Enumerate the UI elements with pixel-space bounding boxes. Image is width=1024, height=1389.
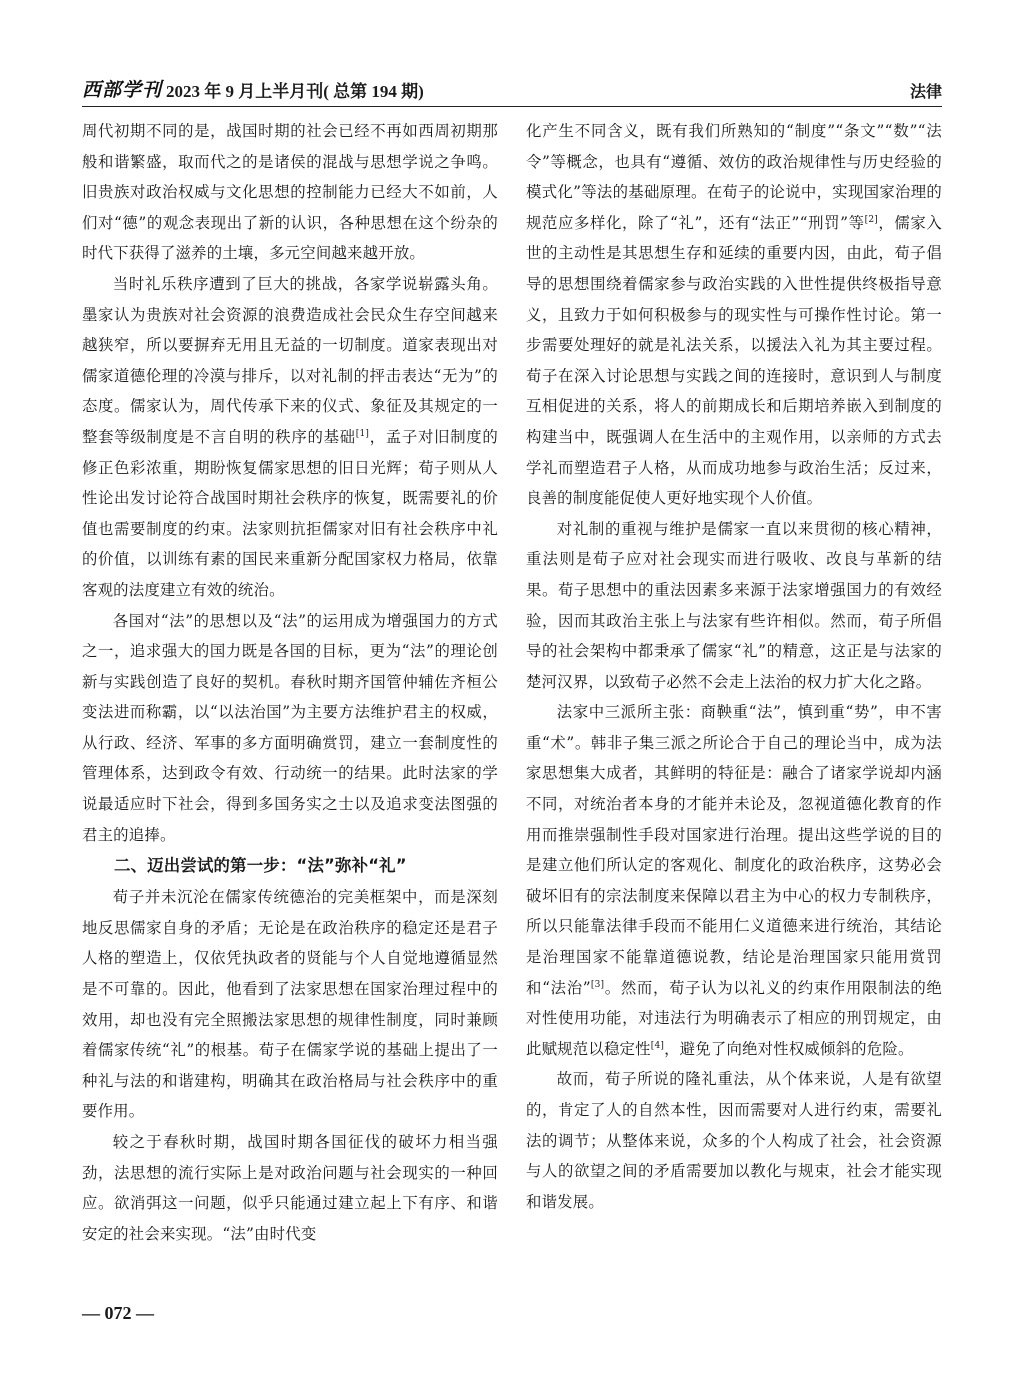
paragraph-text: 荀子并未沉沦在儒家传统德治的完美框架中，而是深刻地反思儒家自身的矛盾；无论是在政治秩序的稳定还是君子人格的塑造上，仅依凭执政者的贤能与个人自觉地遵循显然是不可靠的。因此，他看到了法家思想在国家治理过程中的效用，却也没有完全照搬法家思想的规律性制度，同时兼顾着儒家传统“礼”的根基。荀子在儒家学说的基础上提出了一种礼与法的和谐建构，明确其在政治格局与社会秩序中的重要作用。 (82, 888, 498, 1121)
paragraph (82, 269, 498, 606)
page-number: — 072 — (82, 1303, 154, 1323)
paragraph-text: 对礼制的重视与维护是儒家一直以来贯彻的核心精神，重法则是荀子应对社会现实而进行吸收、改良与革新的结果。荀子思想中的重法因素多来源于法家增强国力的有效经验，因而其政治主张上与法家有些许相似。然而，荀子所倡导的社会架构中都秉承了儒家“礼”的精意，这正是与法家的楚河汉界，以致荀子必然不会走上法治的权力扩大化之路。 (526, 519, 942, 691)
paragraph (82, 1127, 498, 1249)
right-column (526, 116, 942, 1301)
section-label: 法律 (909, 82, 942, 101)
issue-info: 2023 年 9 月上半月刊( 总第 194 期) (166, 82, 424, 101)
section-heading: 二、迈出尝试的第一步：“法”弥补“礼” (114, 856, 407, 876)
journal-logo: 西部学刊 (82, 79, 163, 101)
paragraph (526, 514, 942, 698)
paragraph-text: 较之于春秋时期，战国时期各国征伐的破坏力相当强劲，法思想的流行实际上是对政治问题与社会现实的一种回应。欲消弭这一问题，似乎只能通过建立起上下有序、和谐安定的社会来实现。“法”由时代变 (82, 1133, 498, 1243)
paragraph-text: ，孟子对旧制度的修正色彩浓重，期盼恢复儒家思想的旧日光辉；荀子则从人性论出发讨论符合战国时期社会秩序的恢复，既需要礼的价值也需要制度的约束。法家则抗拒儒家对旧有社会秩序中礼的价值，以训练有素的国民来重新分配国家权力格局，依靠客观的法度建立有效的统治。 (82, 427, 498, 599)
paragraph-text: 法家中三派所主张：商鞅重“法”，慎到重“势”，申不害重“术”。韩非子集三派之所论合于自己的理论当中，成为法家思想集大成者，其鲜明的特征是：融合了诸家学说却内涵不同，对统治者本身的才能并未论及，忽视道德化教育的作用而推崇强制性手段对国家进行治理。提出这些学说的目的是建立他们所认定的客观化、制度化的政治秩序，这势必会破坏旧有的宗法制度来保障以君主为中心的权力专制秩序，所以只能靠法律手段而不能用仁义道德来进行统治，其结论是治理国家不能靠道德说教，结论是治理国家只能用赏罚和“法治” (526, 703, 942, 997)
paragraph-text: 化产生不同含义，既有我们所熟知的“制度”“条文”“数”“法令”等概念，也具有“遵循、效仿的政治规律性与历史经验的模式化”等法的基础原理。在荀子的论说中，实现国家治理的规范应多样化，除了“礼”，还有“法正”“刑罚”等 (526, 122, 942, 232)
citation-ref: [1] (355, 428, 370, 439)
running-header (82, 72, 942, 107)
paragraph-text: ，避免了向绝对性权威倾斜的危险。 (664, 1039, 914, 1058)
paragraph (526, 1064, 942, 1217)
paragraph (526, 697, 942, 1064)
paragraph (82, 882, 498, 1127)
paragraph-text: 各国对“法”的思想以及“法”的运用成为增强国力的方式之一，追求强大的国力既是各国的目标，更为“法”的理论创新与实践创造了良好的契机。春秋时期齐国管仲辅佐齐桓公变法进而称霸，以“以法治国”为主要方法维护君主的权威，从行政、经济、军事的多方面明确赏罚，建立一套制度性的管理体系，达到政令有效、行动统一的结果。此时法家的学说最适应时下社会，得到多国务实之士以及追求变法图强的君主的追捧。 (82, 611, 498, 844)
paragraph-text: 周代初期不同的是，战国时期的社会已经不再如西周初期那般和谐繁盛，取而代之的是诸侯的混战与思想学说之争鸣。旧贵族对政治权威与文化思想的控制能力已经大不如前，人们对“德”的观念表现出了新的认识，各种思想在这个纷杂的时代下获得了滋养的土壤，多元空间越来越开放。 (82, 122, 498, 263)
citation-ref: [3] (590, 979, 605, 990)
paragraph (82, 116, 498, 269)
paragraph-text: 。然而，荀子认为以礼义的约束作用限制法的绝对性使用功能，对违法行为明确表示了相应的刑罚规定，由此赋规范以稳定性 (526, 978, 942, 1058)
article-body (82, 116, 942, 1301)
header-left (82, 75, 424, 102)
left-column (82, 116, 498, 1301)
paragraph (82, 606, 498, 851)
paragraph (526, 116, 942, 514)
paragraph-text: 故而，荀子所说的隆礼重法，从个体来说，人是有欲望的，肯定了人的自然本性，因而需要对人进行约束，需要礼法的调节；从整体来说，众多的个人构成了社会，社会资源与人的欲望之间的矛盾需要加以教化与规束，社会才能实现和谐发展。 (526, 1070, 942, 1211)
citation-ref: [4] (650, 1040, 665, 1051)
citation-ref: [2] (864, 214, 878, 225)
paragraph-text: ，儒家入世的主动性是其思想生存和延续的重要内因，由此，荀子倡导的思想围绕着儒家参与政治实践的入世性提供终极指导意义，且致力于如何积极参与的现实性与可操作性讨论。第一步需要处理好的就是礼法关系，以援法入礼为其主要过程。荀子在深入讨论思想与实践之间的连接时，意识到人与制度互相促进的关系，将人的前期成长和后期培养嵌入到制度的构建当中，既强调人在生活中的主观作用，以亲师的方式去学礼而塑造君子人格，从而成功地参与政治生活；反过来，良善的制度能促使人更好地实现个人价值。 (526, 213, 942, 508)
paragraph-text: 当时礼乐秩序遭到了巨大的挑战，各家学说崭露头角。墨家认为贵族对社会资源的浪费造成社会民众生存空间越来越狭窄，所以要摒弃无用且无益的一切制度。道家表现出对儒家道德伦理的冷漠与排斥，以对礼制的抨击表达“无为”的态度。儒家认为，周代传承下来的仪式、象征及其规定的一整套等级制度是不言自明的秩序的基础 (82, 274, 498, 446)
